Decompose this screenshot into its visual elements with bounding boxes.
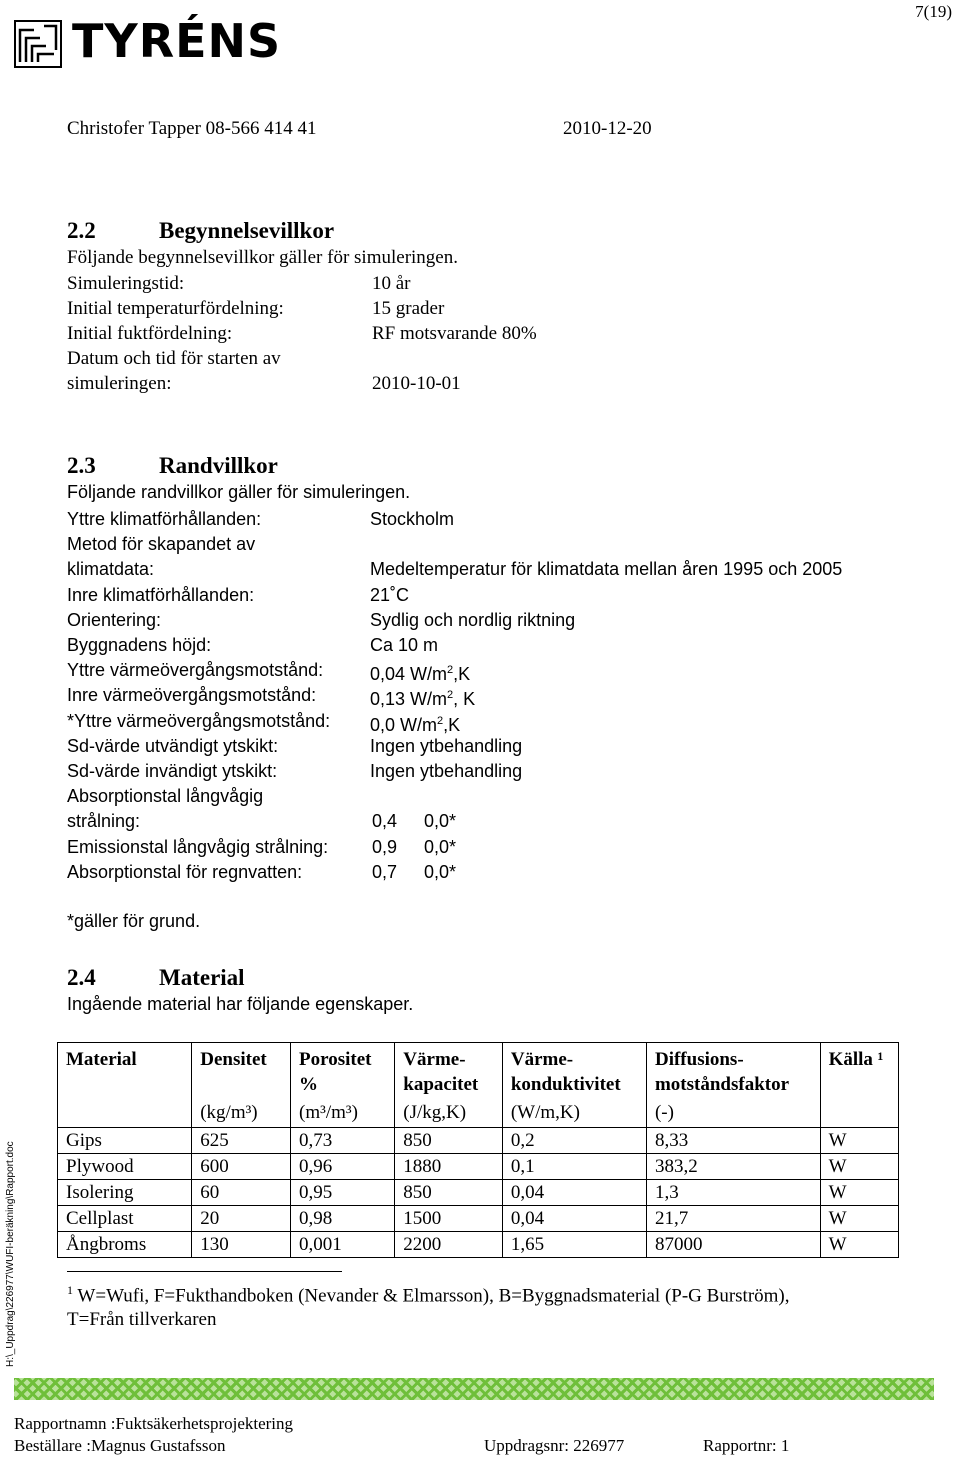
author-line: Christofer Tapper 08-566 414 41 [67, 118, 317, 139]
section-title: Material [159, 965, 245, 990]
table-cell: Gips [58, 1128, 192, 1154]
table-row [58, 1232, 899, 1258]
table-cell: 0,95 [291, 1180, 395, 1206]
table-cell: 0,001 [291, 1232, 395, 1258]
tyrens-logo-mark-icon [14, 20, 62, 68]
column-header [395, 1043, 503, 1128]
condition-value: 10 år [372, 273, 411, 294]
boundary-label: *Yttre värmeövergångsmotstånd: [67, 711, 331, 731]
boundary-value: 0,7 [372, 862, 398, 882]
table-cell: Cellplast [58, 1206, 192, 1232]
footer-client: Beställare :Magnus Gustafsson [14, 1436, 226, 1455]
condition-value: 15 grader [372, 298, 445, 319]
table-cell: W [820, 1154, 898, 1180]
table-cell: 850 [395, 1180, 503, 1206]
table-row [58, 1154, 899, 1180]
section-number: 2.3 [67, 453, 96, 478]
column-header-unit: (J/kg,K) [403, 1102, 467, 1123]
section-title: Begynnelsevillkor [159, 218, 335, 243]
boundary-label: strålning: [67, 811, 141, 831]
table-cell: W [820, 1128, 898, 1154]
column-header-label: Värme-kapacitet [403, 1049, 479, 1095]
table-cell: 0,73 [291, 1128, 395, 1154]
table-cell: 0,96 [291, 1154, 395, 1180]
table-cell: W [820, 1232, 898, 1258]
table-cell: Isolering [58, 1180, 192, 1206]
section-2-4-intro: Ingående material har följande egenskaper. [67, 994, 414, 1014]
report-date: 2010-12-20 [563, 118, 652, 139]
boundary-label: Sd-värde invändigt ytskikt: [67, 761, 278, 781]
boundary-label: Emissionstal långvågig strålning: [67, 837, 329, 857]
condition-label: Simuleringstid: [67, 273, 185, 294]
boundary-value: Stockholm [370, 509, 455, 529]
value-exponent: 2 [447, 664, 454, 676]
column-header-unit: (kg/m³) [200, 1102, 258, 1123]
boundary-label: Absorptionstal för regnvatten: [67, 862, 303, 882]
table-cell: 600 [192, 1154, 291, 1180]
section-title: Randvillkor [159, 453, 278, 478]
condition-value: RF motsvarande 80% [372, 323, 537, 344]
boundary-value-ground: 0,0* [424, 862, 457, 882]
column-header-unit: (-) [654, 1102, 674, 1123]
column-header-label: Porositet % [299, 1049, 372, 1095]
table-cell: 0,98 [291, 1206, 395, 1232]
table-cell: 0,04 [502, 1180, 646, 1206]
footnote-divider [67, 1271, 342, 1272]
column-header [192, 1043, 291, 1128]
boundary-value: 0,9 [372, 837, 398, 857]
boundary-label: Inre värmeövergångsmotstånd: [67, 685, 317, 705]
footer-report-no: Rapportnr: 1 [703, 1436, 790, 1455]
boundary-value: Ingen ytbehandling [370, 761, 523, 781]
table-cell: 1,65 [502, 1232, 646, 1258]
boundary-value: 0,4 [372, 811, 398, 831]
material-table [57, 1042, 899, 1258]
column-header [646, 1043, 820, 1128]
boundary-label: Yttre klimatförhållanden: [67, 509, 262, 529]
column-header-label: Källa ¹ [828, 1049, 884, 1070]
boundary-label: Metod för skapandet av [67, 534, 256, 554]
table-cell: 1880 [395, 1154, 503, 1180]
condition-label: Initial temperaturfördelning: [67, 298, 284, 319]
table-cell: 625 [192, 1128, 291, 1154]
table-cell: 0,1 [502, 1154, 646, 1180]
tyrens-logo [14, 14, 282, 68]
table-cell: Ångbroms [58, 1232, 192, 1258]
table-body [58, 1128, 899, 1258]
value-unit: ,K [453, 664, 471, 684]
boundary-value: Ca 10 m [370, 635, 439, 655]
value-number: 0,04 W/m [370, 664, 448, 684]
column-header-label: Material [66, 1049, 137, 1070]
section-2-2-heading [67, 218, 334, 244]
boundary-label: Inre klimatförhållanden: [67, 585, 255, 605]
condition-label: Datum och tid för starten av [67, 348, 281, 369]
ground-note: *gäller för grund. [67, 911, 201, 931]
table-cell: Plywood [58, 1154, 192, 1180]
value-exponent: 2 [437, 715, 444, 727]
footnote-line-1: W=Wufi, F=Fukthandboken (Nevander & Elmarsson), B=Byggnadsmaterial (P-G Burström), [77, 1285, 790, 1307]
column-header-label: Värme-konduktivitet [510, 1049, 621, 1095]
boundary-value [370, 709, 460, 737]
section-2-4-heading [67, 965, 245, 991]
section-number: 2.2 [67, 218, 96, 243]
column-header-label: Densitet [200, 1049, 267, 1070]
column-header-unit: (m³/m³) [299, 1102, 358, 1123]
table-row [58, 1128, 899, 1154]
table-cell: W [820, 1180, 898, 1206]
table-cell: 8,33 [646, 1128, 820, 1154]
table-row [58, 1206, 899, 1232]
file-path-sidebar: H:\_Uppdrag\226977\WUFI-beräkning\Rapport.doc [5, 1141, 16, 1367]
condition-label: simuleringen: [67, 373, 172, 394]
column-header [291, 1043, 395, 1128]
table-cell: 383,2 [646, 1154, 820, 1180]
value-number: 0,13 W/m [370, 689, 448, 709]
column-header [502, 1043, 646, 1128]
column-header-label: Diffusions-motståndsfaktor [654, 1049, 790, 1095]
condition-label: Initial fuktfördelning: [67, 323, 233, 344]
section-2-2-intro: Följande begynnelsevillkor gäller för simuleringen. [67, 247, 458, 268]
table-cell: 1,3 [646, 1180, 820, 1206]
footnote-mark: 1 [67, 1283, 73, 1297]
page-number: 7(19) [915, 2, 952, 21]
table-cell: 0,04 [502, 1206, 646, 1232]
boundary-value: Medeltemperatur för klimatdata mellan åren 1995 och 2005 [370, 559, 843, 579]
boundary-label: Sd-värde utvändigt ytskikt: [67, 736, 279, 756]
table-cell: 1500 [395, 1206, 503, 1232]
column-header [58, 1043, 192, 1128]
value-unit: , K [453, 689, 476, 709]
footnote-line-2: T=Från tillverkaren [67, 1309, 217, 1330]
table-cell: 0,2 [502, 1128, 646, 1154]
boundary-value: Sydlig och nordlig riktning [370, 610, 576, 630]
table-cell: 130 [192, 1232, 291, 1258]
boundary-label: Byggnadens höjd: [67, 635, 212, 655]
section-2-3-heading [67, 453, 278, 479]
table-cell: 60 [192, 1180, 291, 1206]
boundary-value-ground: 0,0* [424, 837, 457, 857]
column-header-unit: (W/m,K) [510, 1102, 580, 1123]
logo-text: TYRÉNS [72, 14, 282, 68]
value-exponent: 2 [447, 689, 454, 701]
boundary-value: 21˚C [370, 585, 410, 605]
boundary-value-ground: 0,0* [424, 811, 457, 831]
column-header [820, 1043, 898, 1128]
footer-assignment-no: Uppdragsnr: 226977 [484, 1436, 625, 1455]
table-row [58, 1180, 899, 1206]
footer-report-name: Rapportnamn :Fuktsäkerhetsprojektering [14, 1414, 294, 1433]
table-cell: W [820, 1206, 898, 1232]
boundary-value [370, 658, 470, 686]
footer-pattern-band [14, 1378, 934, 1400]
table-cell: 2200 [395, 1232, 503, 1258]
boundary-label: Absorptionstal långvågig [67, 786, 264, 806]
footnote [67, 1283, 790, 1307]
table-header-row [58, 1043, 899, 1128]
table-cell: 21,7 [646, 1206, 820, 1232]
boundary-label: Yttre värmeövergångsmotstånd: [67, 660, 324, 680]
boundary-label: Orientering: [67, 610, 162, 630]
condition-value: 2010-10-01 [372, 373, 461, 394]
boundary-value [370, 683, 475, 711]
table-cell: 850 [395, 1128, 503, 1154]
value-number: 0,0 W/m [370, 715, 438, 735]
section-2-3-intro: Följande randvillkor gäller för simuleringen. [67, 482, 411, 502]
boundary-label: klimatdata: [67, 559, 155, 579]
table-cell: 20 [192, 1206, 291, 1232]
value-unit: ,K [443, 715, 461, 735]
section-number: 2.4 [67, 965, 96, 990]
boundary-value: Ingen ytbehandling [370, 736, 523, 756]
table-cell: 87000 [646, 1232, 820, 1258]
